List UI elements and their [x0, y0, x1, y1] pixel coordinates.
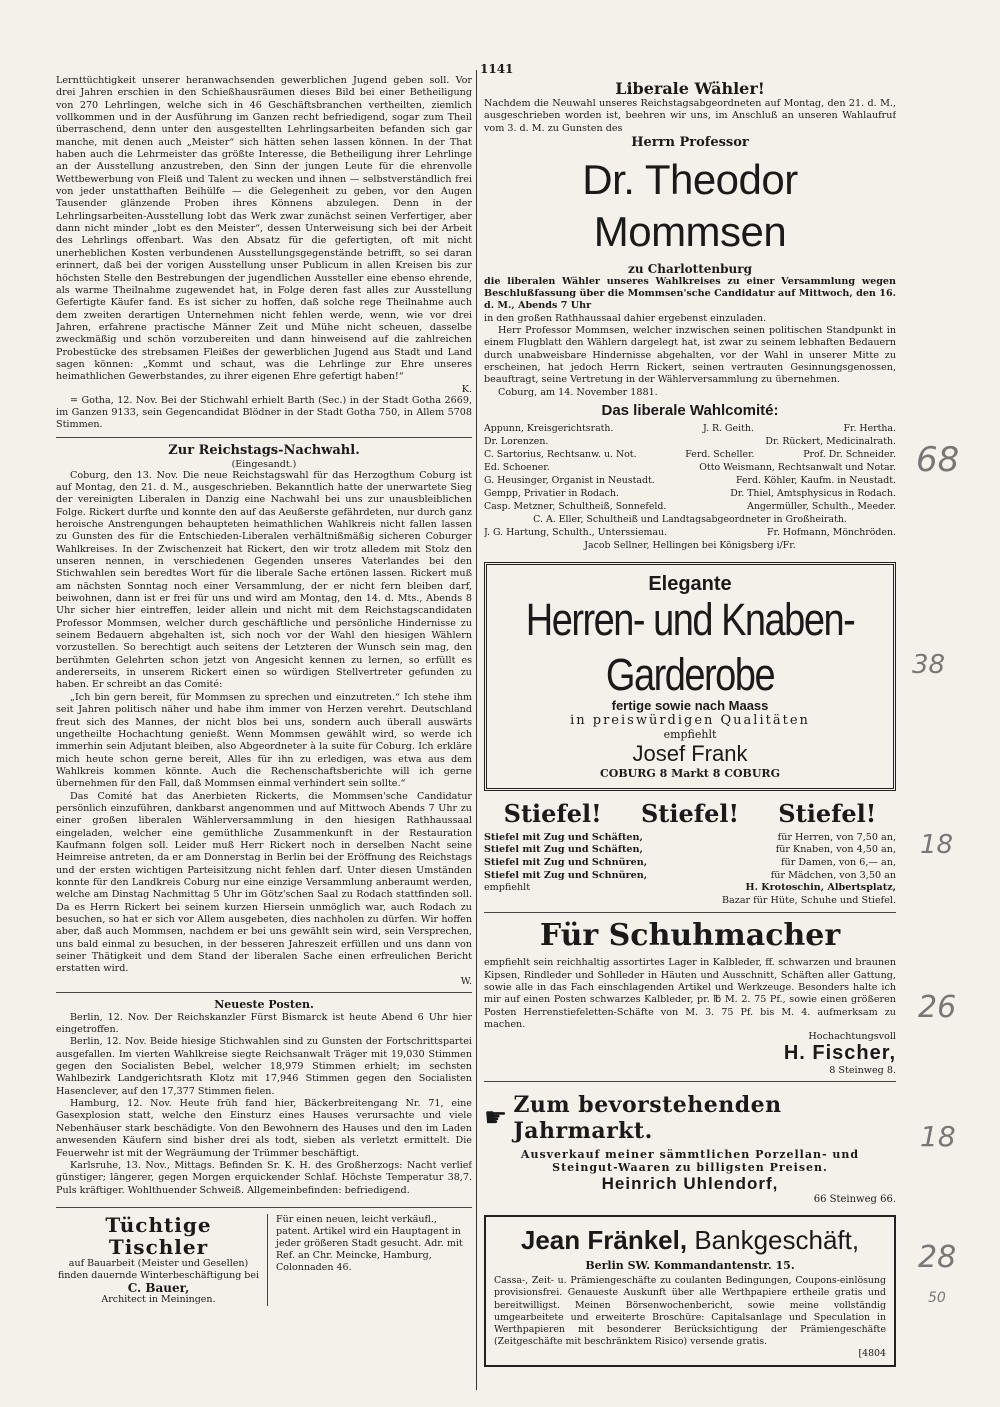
- article-apprentice-exhibition: Lernttüchtigkeit unserer heranwachsenden gewerblichen Jugend geben soll. Vor drei Jahren erschien in den Schießhausräumen dieses Bild bei einer Betheiligung von 270 Lehrlingen, welche sich in 46 Geschäftsbranchen vertheilten, ziemlich vollkommen und in der Ausführung im Ganzen recht befriedigend, sogar zum Theil überraschend, denn unter den ausgestellten Lehrlingsarbeiten befanden sich gar manche, mit denen auch „Meister“ sich hätten sehen lassen können. In der That haben auch die Lehrmeister das größte Interesse, die Betheiligung ihrer Lehrlinge an der Ausstellung anzustreben, den Sinn der jungen Leute für die ehrenvolle Wettbewerbung von Fleiß und Talent zu wecken und ihnen — selbstverständlich frei von jeder unstatthaften Beihülfe — die Gelegenheit zu geben, vor den Augen Tausender glänzende Proben ihres Könnens abzulegen. Denn in der Lehrlingsarbeiten-Ausstellung lobt das Werk zwar zunächst seinen Verfertiger, aber dann nicht minder „lobt es den Meister“, dessen Unterweisung sich bei der Arbeit des Lehrlings offenbart. Was den Absatz für die gefertigten, oft mit nicht unerheblichen Kosten verbundenen Ausstellungsgegenstände betrifft, so sei daran erinnert, daß bei der vorigen Ausstellung unser Publicum in allen Kreisen bis zur höchsten Stelle den Bestrebungen der jugendlichen Aussteller eine ebenso ehrende, als warme Theilnahme zugewendet hat, in Folge deren fast alles zur Ausstellung Gefertigte Käufer fand. Es ist sicher zu hoffen, daß solche rege Theilnahme auch dem zweiten derartigen Unternehmen nicht fehlen werde, wenn, wie vor drei Jahren, erfahrene practische Männer Zeit und Mühe nicht scheuen, dasselbe zweckmäßig und schön vorzubereiten und dann hinweisend auf die zahlreichen Probestücke des strebsamen Fleißes der gewerblichen Jugend aus Stadt und Land sagen können: „Kommt und schaut, was die Lehrlinge zur Ehre unseres heimathlichen Gewerbstandes, zu ihrer eigenen Ehre gefertigt haben!“: [56, 75, 472, 383]
- ad-jahrmarkt: [484, 1148, 896, 1205]
- ad-bank-number: [4804: [858, 1348, 886, 1360]
- article-signature: K.: [461, 383, 472, 395]
- article-signature: W.: [460, 975, 472, 987]
- comite-member: Appunn, Kreisgerichtsrath.: [484, 422, 614, 434]
- comite-member: Ferd. Köhler, Kaufm. in Neustadt.: [735, 474, 896, 486]
- ad-bank-text: Cassa-, Zeit- u. Prämiengeschäfte zu coulanten Bedingungen, Coupons-einlösung provisionsfrei. Genaueste Auskunft über alle Werthpapiere ertheile gratis und bereitwilligst. Meinen Börsenwochenbericht, sowie meine vollständig umgearbeitete und erweiterte Broschüre: Capitalsanlage und Speculation in Werthpapieren mit besonderer Berücksichtigung der Prämiengeschäfte (Zeitgeschäfte mit beschränktem Risico) versende gratis.: [494, 1275, 886, 1348]
- margin-mark: 68: [916, 440, 960, 480]
- ad-garderobe-line3: empfiehlt: [663, 727, 717, 741]
- ad-jahrmarkt-name: Heinrich Uhlendorf,: [601, 1174, 779, 1194]
- ad-garderobe-name: Josef Frank: [632, 740, 748, 766]
- ad-stiefel-price: für Knaben, von 4,50 an,: [775, 844, 896, 856]
- article-rickert-quote: „Ich bin gern bereit, für Mommsen zu sprechen und einzutreten.“ Ich stehe ihm seit Jahren politisch näher und habe ihm immer von Herzen verehrt. Deutschland freut sich des Mannes, der nicht blos bei uns, sondern auch überall auswärts ungetheilte Hochachtung genießt. Wenn Mommsen gewählt wird, so werde ich immerhin sein Adjutant bleiben, also Abgeordneter à la suite für Coburg. Ich erkläre mich heute schon gerne bereit, Alles für ihn zu erledigen, was etwa aus dem Wahlkreis kommen könnte. Auch die Rechenschaftsberichte will ich gerne übernehmen für den Fall, daß Mommsen einmal verhindert sein sollte.“: [56, 691, 472, 790]
- margin-mark: 28: [918, 1240, 957, 1275]
- comite-member: Prof. Dr. Schneider.: [803, 448, 896, 460]
- ad-stiefel-signature: [484, 882, 896, 895]
- comite-member: Otto Weismann, Rechtsanwalt und Notar.: [699, 461, 896, 473]
- right-column: [484, 75, 896, 1393]
- comite-row: [484, 422, 896, 435]
- ad-stiefel-name: H. Krotoschin, Albertsplatz,: [745, 882, 896, 894]
- election-ad-herrn: Herrn Professor: [631, 134, 749, 150]
- comite-member: J. R. Geith.: [703, 422, 754, 434]
- section-subheading: (Eingesandt.): [231, 458, 297, 470]
- comite-member: C. Sartorius, Rechtsanw. u. Not.: [484, 448, 637, 460]
- election-ad-hall: in den großen Rathhaussaal dahier ergebenst einzuladen.: [484, 312, 767, 324]
- ad-stiefel-price: für Damen, von 6,— an,: [781, 857, 896, 869]
- comite-row: [484, 487, 896, 500]
- ad-garderobe-line1: fertige sowie nach Maass: [611, 697, 769, 713]
- ad-schuhmacher-text: empfiehlt sein reichhaltig assortirtes Lager in Kalbleder, ff. schwarzen und braunen Kipsen, Rindleder und Sohlleder in Häuten und Ausschnitt, Schäften aller Gattung, sowie alle in das Fach einschlagenden Artikel und Werkzeuge. Besonders halte ich mir auf einen Posten schwarzes Kalbleder, pr. ℔ M. 2. 75 Pf., sowie einen größeren Posten Herrenstiefeletten-Schäfte von M. 3. 75 Pf. bis M. 4. aufmerksam zu machen.: [484, 957, 896, 1030]
- election-ad-body: Herr Professor Mommsen, welcher inzwischen seinen politischen Standpunkt in einem Flugblatt den Wählern dargelegt hat, ist zwar zu seinem lebhaften Bedauern durch unabweisbare Hindernisse abgehalten, vor der Wahl in unserer Mitte zu erscheinen, hat jedoch Herrn Rickert, seinen vertrauten Gesinnungsgenossen, beauftragt, seine Vertretung in der Wählerversammlung zu übernehmen.: [484, 325, 896, 386]
- election-ad-title: Liberale Wähler!: [615, 79, 765, 98]
- section-heading: Zur Reichstags-Nachwahl.: [168, 442, 360, 458]
- candidate-city: zu Charlottenburg: [628, 261, 752, 276]
- divider: [484, 912, 896, 913]
- margin-mark: 38: [912, 650, 946, 680]
- ad-jahrmarkt-title: Zum bevorstehenden Jahrmarkt.: [513, 1092, 782, 1145]
- ad-bankgeschaeft: [484, 1215, 896, 1367]
- ad-bank-address: Berlin SW. Kommandantenstr. 15.: [585, 1259, 795, 1273]
- ad-stiefel-row: [484, 857, 896, 870]
- comite-row: [484, 435, 896, 448]
- election-ad-date: Coburg, am 14. November 1881.: [498, 386, 658, 398]
- news-item-karlsruhe: Karlsruhe, 13. Nov., Mittags. Befinden Sr. K. H. des Großherzogs: Nacht verlief günstiger; längerer, gegen Morgen erquickender Schlaf. Höchste Temperatur 38,7. Puls kräftiger. Wohlthuender Schweiß. Allgemeinbefinden: befriedigend.: [56, 1159, 472, 1196]
- comite-member: Fr. Hertha.: [843, 422, 896, 434]
- ad-bank-name: Jean Fränkel,: [520, 1225, 688, 1256]
- ad-stiefel-by: empfiehlt: [484, 882, 531, 894]
- ad-stiefel-item: Stiefel mit Zug und Schäften,: [484, 844, 643, 856]
- ad-stiefel-item: Stiefel mit Zug und Schäften,: [484, 831, 643, 843]
- comite-row: [484, 539, 896, 552]
- comite-member: Jacob Sellner, Hellingen bei Königsberg i/Fr.: [584, 539, 796, 551]
- news-item-berlin-stichwahl: Berlin, 12. Nov. Beide hiesige Stichwahlen sind zu Gunsten der Fortschrittspartei ausgefallen. Im vierten Wahlkreise siegte Reichsanwalt Träger mit 19,030 Stimmen gegen den Socialisten Bebel, welcher 18,979 Stimmen erhielt; im sechsten Wahlbezirk Landgerichtsrath Klotz mit 17,946 Stimmen gegen den Socialisten Hasenclever, auf den 17,377 Stimmen fielen.: [56, 1036, 472, 1097]
- ad-tischler: [56, 1214, 268, 1306]
- ad-stiefel-sub: Bazar für Hüte, Schuhe und Stiefel.: [722, 894, 896, 906]
- pointing-hand-icon: ☛: [484, 1103, 508, 1134]
- ad-stiefel-row: [484, 844, 896, 857]
- comite-row: [484, 461, 896, 474]
- divider: [56, 992, 472, 993]
- page-number: 1141: [480, 62, 514, 76]
- ad-schuhmacher-greeting: Hochachtungsvoll: [808, 1031, 896, 1043]
- comite-member: Dr. Thiel, Amtsphysicus in Rodach.: [730, 487, 896, 499]
- comite-member: Fr. Hofmann, Mönchröden.: [767, 526, 896, 538]
- comite-member: Ferd. Scheller.: [685, 448, 755, 460]
- ad-garderobe-headline: Herren- und Knaben-Garderobe: [525, 595, 855, 701]
- news-item-hamburg: Hamburg, 12. Nov. Heute früh fand hier, Bäckerbreitengang Nr. 71, eine Gasexplosion statt, welche den Einsturz eines Hauses verursachte und viele Nebenhäuser stark beschädigte. Von den Bewohnern des Hauses und den im Laden anwesenden Käufern sind bisher drei als todt, sieben als verletzt ermittelt. Die Feuerwehr ist mit der Wegräumung der Trümmer beschäftigt.: [56, 1098, 472, 1159]
- margin-mark: 26: [918, 990, 957, 1025]
- comite-member: C. A. Eller, Schultheiß und Landtagsabgeordneter in Großheirath.: [533, 513, 847, 525]
- ad-bank-word: Bankgeschäft,: [694, 1225, 860, 1256]
- ad-jahrmarkt-header: [484, 1092, 896, 1144]
- comite-member: Dr. Rückert, Medicinalrath.: [765, 435, 896, 447]
- ad-tischler-title: Tüchtige Tischler: [105, 1212, 212, 1259]
- news-item-berlin-bismarck: Berlin, 12. Nov. Der Reichskanzler Fürst Bismarck ist heute Abend 6 Uhr hier eingetroffen.: [56, 1011, 472, 1036]
- ad-tischler-text: auf Bauarbeit (Meister und Gesellen) finden dauernde Winterbeschäftigung bei: [57, 1257, 260, 1281]
- comite-member: Ed. Schoener.: [484, 461, 550, 473]
- classified-ads-row: [56, 1207, 472, 1306]
- news-heading: Neueste Posten.: [214, 997, 314, 1011]
- ad-garderobe-address: COBURG 8 Markt 8 COBURG: [600, 766, 780, 780]
- comite-list: [484, 422, 896, 552]
- ad-stiefel-price: für Herren, von 7,50 an,: [777, 831, 896, 843]
- ad-stiefel-item: Stiefel mit Zug und Schnüren,: [484, 857, 648, 869]
- ad-stiefel-word: Stiefel!: [503, 798, 602, 828]
- ad-jahrmarkt-line2: Steingut-Waaren zu billigsten Preisen.: [552, 1161, 828, 1175]
- divider: [56, 437, 472, 438]
- comite-title: Das liberale Wahlcomité:: [601, 401, 779, 419]
- ad-jahrmarkt-line1: Ausverkauf meiner sämmtlichen Porzellan- und: [520, 1148, 860, 1162]
- comite-row: [484, 448, 896, 461]
- article-comite-announcement: Das Comité hat das Anerbieten Rickerts, die Mommsen'sche Candidatur persönlich einzuführen, dankbarst angenommen und auf Mittwoch Abends 7 Uhr zu einer großen liberalen Wählerversammlung in den hiesigen Rathhaussaal eingeladen, welcher eine gemüthliche Zusammenkunft in der Restauration Kaufmann folgen soll. Leider muß Herr Rickert noch in derselben Nacht seine Heimreise antreten, da er am Donnerstag in Berlin bei der Eröffnung des Reichstags und der ersten wichtigen Parteisitzung nicht fehlen darf. Unter diesen Umständen konnte für den Landkreis Coburg nur eine einzige Versammlung anberaumt werden, welche am Dinstag Nachmittag 5 Uhr im Götz'schen Saal zu Rodach stattfinden soll. Da es Herrn Rickert bei seinem kurzen Hiersein unmöglich war, auch Rodach zu besuchen, so hat er sich vor Allem ausgebeten, dies nachholen zu dürfen. Wir hoffen aber, daß auch Mommsen, nachdem er bei uns gewählt sein wird, sein Versprechen, uns bald einmal zu besuchen, in der besseren Jahreszeit erfüllen und uns dann von seiner Thätigkeit und dem Stand der liberalen Sache einen erfreulichen Bericht erstatten wird.: [56, 790, 472, 975]
- ad-stiefel-header: [484, 799, 896, 828]
- ad-schuhmacher-name: H. Fischer,: [783, 1042, 896, 1065]
- ad-stiefel-row: [484, 832, 896, 845]
- comite-member: Gempp, Privatier in Rodach.: [484, 487, 619, 499]
- ad-stiefel-item: Stiefel mit Zug und Schnüren,: [484, 869, 648, 881]
- article-gotha-stichwahl: = Gotha, 12. Nov. Bei der Stichwahl erhielt Barth (Sec.) in der Stadt Gotha 2669, im Ganzen 9133, sein Gegencandidat Blödner in der Stadt Gotha 750, in Allem 5708 Stimmen.: [56, 394, 472, 431]
- ad-stiefel-price: für Mädchen, von 3,50 an: [770, 869, 896, 881]
- article-reichstag-nachwahl: Coburg, den 13. Nov. Die neue Reichstagswahl für das Herzogthum Coburg ist auf Montag, den 21. d. M., ausgeschrieben. Bekanntlich hatte der unerwartete Sieg der vereinigten Liberalen in Danzig eine Nachwahl bei uns zur unausbleiblichen Folge. Rickert durfte und konnte den auf das Aeußerste gefährdeten, nur durch ganz heroische Anstrengungen behaupteten heimathlichen Wahlkreis nicht fallen lassen zu Gunsten des für die Entschieden-Liberalen verhältnißmäßig sicheren Coburger Wahlkreises. In der Zwischenzeit hat Rickert, den wir trotz alledem mit Stolz den unseren nennen, in verschiedenen Gegenden unseres Vaterlandes bei den Stichwahlen sein beredtes Wort für die liberale Sache ertönen lassen. Rickert muß am nächsten Sonntag noch einer Versammlung, der er nicht fern bleiben darf, beiwohnen, dann ist er frei für uns und wird am Montag, den 14. d. Mts., Abends 8 Uhr sicher hier eintreffen, leider allein und nicht mit dem Reichstagscandidaten Professor Mommsen, welcher durch geschäftliche und persönliche Hindernisse zu seinem Bedauern abgehalten ist, sich noch vor der Wahl den hiesigen Wählern vorzustellen. So berechtigt auch seitens der Letzteren der Wunsch sein mag, den berühmten Gelehrten schon jetzt von Angesicht kennen zu lernen, so erfüllt es andererseits, in unserem Rickert einen so würdigen Stellvertreter gefunden zu haben. Er schreibt an das Comité:: [56, 469, 472, 691]
- ad-tischler-name: C. Bauer,: [127, 1280, 190, 1295]
- ad-schuhmacher-title: Für Schuhmacher: [539, 918, 841, 954]
- ad-bank-header: [494, 1225, 886, 1256]
- ad-hauptagent: Für einen neuen, leicht verkäufl., patent. Artikel wird ein Hauptagent in jeder größeren Stadt gesucht. Adr. mit Ref. an Chr. Meincke, Hamburg, Colonnaden 46.: [276, 1213, 463, 1273]
- comite-member: Casp. Metzner, Schultheiß, Sonnefeld.: [484, 500, 667, 512]
- ad-stiefel-word: Stiefel!: [778, 798, 877, 828]
- election-ad-intro: Nachdem die Neuwahl unseres Reichstagsabgeordneten auf Montag, den 21. d. M., ausgeschrieben worden ist, beehren wir uns, im Anschluß an unseren Wahlaufruf vom 3. d. M. zu Gunsten des: [484, 98, 896, 134]
- candidate-name: Dr. Theodor Mommsen: [582, 155, 798, 255]
- ad-stiefel-word: Stiefel!: [640, 798, 740, 828]
- ad-tischler-sub: Architect in Meiningen.: [101, 1293, 216, 1305]
- ad-stiefel-list: [484, 832, 896, 882]
- comite-member: Angermüller, Schulth., Meeder.: [747, 500, 896, 512]
- comite-row: [484, 513, 896, 526]
- ad-stiefel-row: [484, 870, 896, 883]
- comite-row: [484, 474, 896, 487]
- ad-jahrmarkt-address: 66 Steinweg 66.: [813, 1194, 896, 1206]
- margin-mark: 18: [920, 1120, 956, 1153]
- comite-member: J. G. Hartung, Schulth., Unterssiemau.: [484, 526, 668, 538]
- comite-row: [484, 526, 896, 539]
- election-ad-invite: die liberalen Wähler unseres Wahlkreises zu einer Versammlung wegen Beschlußfassung über die Mommsen'sche Candidatur auf Mittwoch, den 16. d. M., Abends 7 Uhr: [484, 275, 896, 312]
- comite-member: G. Heusinger, Organist in Neustadt.: [484, 474, 655, 486]
- ad-schuhmacher-signature: [484, 1031, 896, 1076]
- margin-mark: 18: [920, 830, 954, 860]
- left-column: [56, 75, 472, 1393]
- ad-garderobe-elegante: Elegante: [648, 572, 732, 595]
- divider: [484, 1081, 896, 1082]
- ad-schuhmacher-address: 8 Steinweg 8.: [829, 1065, 896, 1077]
- column-divider: [476, 70, 477, 1390]
- comite-row: [484, 500, 896, 513]
- ad-garderobe: [484, 562, 896, 791]
- ad-garderobe-line2: in preiswürdigen Qualitäten: [570, 712, 810, 728]
- comite-member: Dr. Lorenzen.: [484, 435, 549, 447]
- margin-mark: 50: [928, 1290, 946, 1306]
